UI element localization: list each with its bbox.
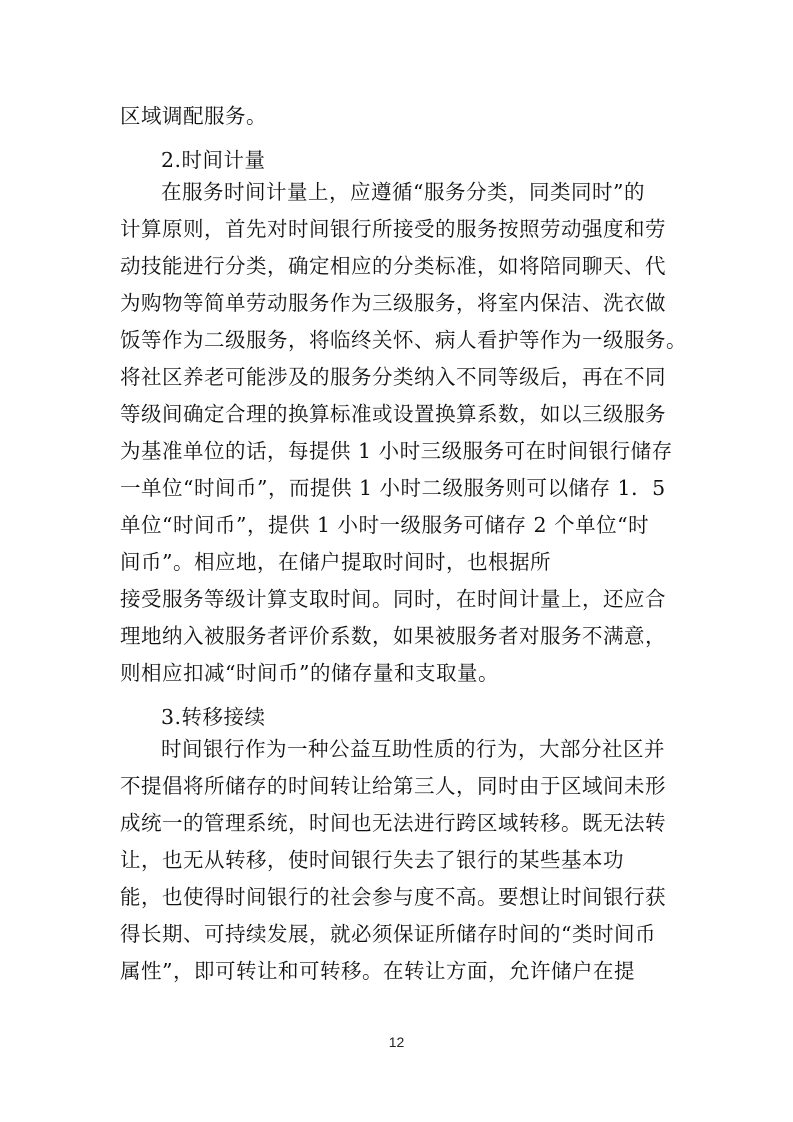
text-line: 计算原则，首先对时间银行所接受的服务按照劳动强度和劳	[120, 217, 666, 241]
section-heading: 3.转移接续	[161, 705, 266, 729]
text-line: 在服务时间计量上，应遵循“服务分类，同类同时”的	[161, 180, 645, 204]
text-line: 间币”。相应地，在储户提取时间时，也根据所	[120, 550, 551, 574]
text-line: 则相应扣减“时间币”的储存量和支取量。	[120, 661, 499, 685]
text-line: 区域调配服务。	[120, 104, 267, 128]
text-line: 为购物等简单劳动服务作为三级服务，将室内保洁、洗衣做	[120, 291, 666, 315]
text-line: 得长期、可持续发展，就必须保证所储存时间的“类时间币	[120, 922, 656, 946]
section-heading: 2.时间计量	[161, 148, 266, 172]
text-line: 饭等作为二级服务，将临终关怀、病人看护等作为一级服务。	[120, 328, 687, 352]
text-line: 属性”，即可转让和可转移。在转让方面，允许储户在提	[120, 959, 635, 983]
text-line: 为基准单位的话，每提供 1 小时三级服务可在时间银行储存	[120, 439, 673, 463]
page-number: 12	[388, 1034, 405, 1050]
text-line: 等级间确定合理的换算标准或设置换算系数，如以三级服务	[120, 402, 666, 426]
text-line: 时间银行作为一种公益互助性质的行为，大部分社区并	[161, 737, 665, 761]
text-line: 动技能进行分类，确定相应的分类标准，如将陪同聊天、代	[120, 254, 666, 278]
text-line: 一单位“时间币”，而提供 1 小时二级服务则可以储存 1．5	[120, 476, 666, 500]
text-line: 不提倡将所储存的时间转让给第三人，同时由于区域间未形	[120, 774, 666, 798]
text-line: 成统一的管理系统，时间也无法进行跨区域转移。既无法转	[120, 811, 666, 835]
text-line: 单位“时间币”，提供 1 小时一级服务可储存 2 个单位“时	[120, 513, 650, 537]
text-line: 能，也使得时间银行的社会参与度不高。要想让时间银行获	[120, 885, 666, 909]
text-line: 理地纳入被服务者评价系数，如果被服务者对服务不满意，	[120, 624, 666, 648]
text-line: 将社区养老可能涉及的服务分类纳入不同等级后，再在不同	[120, 365, 666, 389]
text-line: 让，也无从转移，使时间银行失去了银行的某些基本功	[120, 848, 624, 872]
text-line: 接受服务等级计算支取时间。同时，在时间计量上，还应合	[120, 587, 666, 611]
